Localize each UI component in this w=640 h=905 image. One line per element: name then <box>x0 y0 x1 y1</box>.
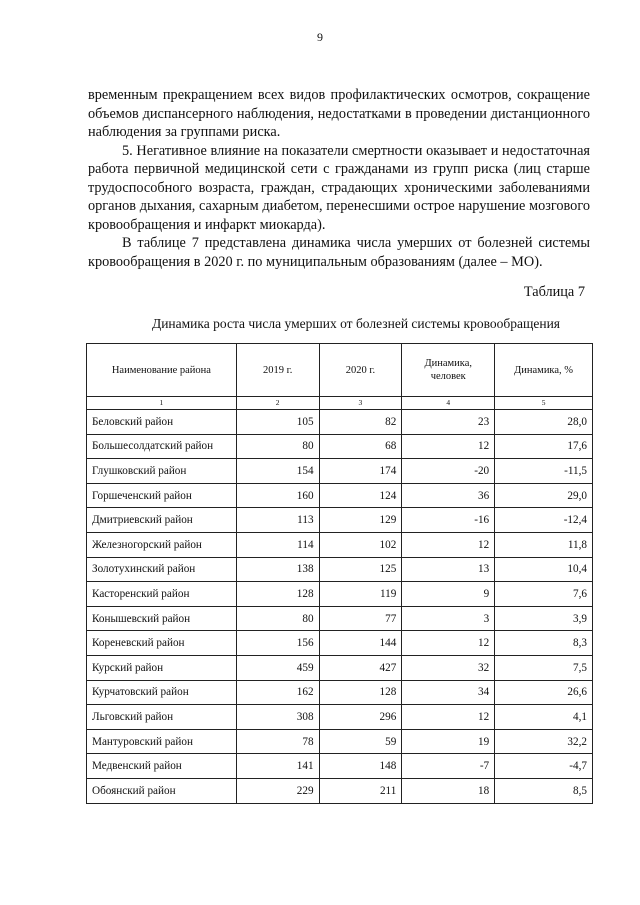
header-dynamics-percent: Динамика, % <box>495 344 593 397</box>
dynamics-percent-cell: 29,0 <box>495 483 593 508</box>
table-row <box>87 655 593 680</box>
district-name-cell: Касторенский район <box>87 582 237 607</box>
table-row <box>87 508 593 533</box>
district-name-cell: Обоянский район <box>87 778 237 803</box>
deaths-2019-cell: 114 <box>236 532 319 557</box>
dynamics-people-cell: -16 <box>402 508 495 533</box>
deaths-2019-cell: 162 <box>236 680 319 705</box>
column-number: 5 <box>495 397 593 410</box>
table-label: Таблица 7 <box>523 284 585 300</box>
dynamics-people-cell: 19 <box>402 729 495 754</box>
district-name-cell: Беловский район <box>87 410 237 435</box>
deaths-2019-cell: 113 <box>236 508 319 533</box>
table-row <box>87 778 593 803</box>
table-body <box>87 410 593 804</box>
deaths-2020-cell: 148 <box>319 754 402 779</box>
table-row <box>87 729 593 754</box>
paragraph: В таблице 7 представлена динамика числа умерших от болезней системы кровообращения в 2020 г. по муниципальным образованиям (далее – МО). <box>88 235 590 270</box>
header-2020: 2020 г. <box>319 344 402 397</box>
dynamics-percent-cell: 11,8 <box>495 532 593 557</box>
deaths-2019-cell: 78 <box>236 729 319 754</box>
deaths-2020-cell: 125 <box>319 557 402 582</box>
deaths-2020-cell: 119 <box>319 582 402 607</box>
dynamics-people-cell: 36 <box>402 483 495 508</box>
table-row <box>87 680 593 705</box>
table-row <box>87 483 593 508</box>
header-2019: 2019 г. <box>236 344 319 397</box>
dynamics-people-cell: 12 <box>402 631 495 656</box>
dynamics-percent-cell: -4,7 <box>495 754 593 779</box>
column-number: 2 <box>236 397 319 410</box>
column-number: 1 <box>87 397 237 410</box>
header-dynamics-people: Динамика, человек <box>402 344 495 397</box>
deaths-2019-cell: 160 <box>236 483 319 508</box>
deaths-2020-cell: 129 <box>319 508 402 533</box>
deaths-2019-cell: 80 <box>236 434 319 459</box>
table-title: Динамика роста числа умерших от болезней системы кровообращения <box>151 316 561 331</box>
table-row <box>87 557 593 582</box>
table-row <box>87 582 593 607</box>
dynamics-percent-cell: 10,4 <box>495 557 593 582</box>
dynamics-percent-cell: 7,6 <box>495 582 593 607</box>
deaths-2019-cell: 128 <box>236 582 319 607</box>
body-text <box>88 86 590 271</box>
paragraph: 5. Негативное влияние на показатели смертности оказывает и недостаточная работа первичной медицинской сети с гражданами из групп риска (лиц старше трудоспособного возраста, граждан, страдающих хроническими заболеваниями органов дыхания, сахарным диабетом, перенесшими острое нарушение мозгового кровообращения и инфаркт миокарда). <box>88 142 590 233</box>
district-name-cell: Горшеченский район <box>87 483 237 508</box>
dynamics-percent-cell: 26,6 <box>495 680 593 705</box>
table-header-row <box>87 344 593 397</box>
deaths-2020-cell: 211 <box>319 778 402 803</box>
district-name-cell: Курчатовский район <box>87 680 237 705</box>
district-name-cell: Курский район <box>87 655 237 680</box>
table-row <box>87 532 593 557</box>
deaths-2020-cell: 144 <box>319 631 402 656</box>
deaths-2020-cell: 102 <box>319 532 402 557</box>
table-row <box>87 705 593 730</box>
column-number: 4 <box>402 397 495 410</box>
dynamics-percent-cell: -11,5 <box>495 459 593 484</box>
district-name-cell: Конышевский район <box>87 606 237 631</box>
column-number: 3 <box>319 397 402 410</box>
dynamics-percent-cell: -12,4 <box>495 508 593 533</box>
header-district: Наименование района <box>87 344 237 397</box>
table-row <box>87 410 593 435</box>
deaths-2019-cell: 141 <box>236 754 319 779</box>
district-name-cell: Медвенский район <box>87 754 237 779</box>
district-name-cell: Золотухинский район <box>87 557 237 582</box>
deaths-2019-cell: 105 <box>236 410 319 435</box>
table-row <box>87 459 593 484</box>
dynamics-people-cell: -20 <box>402 459 495 484</box>
column-number-row <box>87 397 593 410</box>
dynamics-percent-cell: 28,0 <box>495 410 593 435</box>
district-name-cell: Мантуровский район <box>87 729 237 754</box>
deaths-2020-cell: 77 <box>319 606 402 631</box>
dynamics-people-cell: 9 <box>402 582 495 607</box>
dynamics-people-cell: 3 <box>402 606 495 631</box>
deaths-2019-cell: 138 <box>236 557 319 582</box>
dynamics-people-cell: 32 <box>402 655 495 680</box>
dynamics-people-cell: 12 <box>402 705 495 730</box>
table-row <box>87 434 593 459</box>
deaths-2020-cell: 128 <box>319 680 402 705</box>
deaths-2020-cell: 124 <box>319 483 402 508</box>
deaths-2020-cell: 296 <box>319 705 402 730</box>
deaths-2019-cell: 154 <box>236 459 319 484</box>
dynamics-percent-cell: 7,5 <box>495 655 593 680</box>
dynamics-percent-cell: 4,1 <box>495 705 593 730</box>
dynamics-percent-cell: 8,3 <box>495 631 593 656</box>
paragraph: временным прекращением всех видов профилактических осмотров, сокращение объемов диспансерного наблюдения, недостатками в проведении дистанционного наблюдения за группами риска. <box>88 87 590 140</box>
dynamics-people-cell: -7 <box>402 754 495 779</box>
district-name-cell: Льговский район <box>87 705 237 730</box>
table-row <box>87 631 593 656</box>
dynamics-people-cell: 23 <box>402 410 495 435</box>
dynamics-people-cell: 12 <box>402 532 495 557</box>
dynamics-percent-cell: 8,5 <box>495 778 593 803</box>
district-name-cell: Дмитриевский район <box>87 508 237 533</box>
district-name-cell: Кореневский район <box>87 631 237 656</box>
deaths-2020-cell: 174 <box>319 459 402 484</box>
deaths-2020-cell: 82 <box>319 410 402 435</box>
dynamics-people-cell: 13 <box>402 557 495 582</box>
deaths-2019-cell: 156 <box>236 631 319 656</box>
deaths-2019-cell: 229 <box>236 778 319 803</box>
deaths-2020-cell: 427 <box>319 655 402 680</box>
deaths-2019-cell: 80 <box>236 606 319 631</box>
dynamics-percent-cell: 3,9 <box>495 606 593 631</box>
dynamics-people-cell: 34 <box>402 680 495 705</box>
dynamics-people-cell: 12 <box>402 434 495 459</box>
deaths-2019-cell: 459 <box>236 655 319 680</box>
district-name-cell: Глушковский район <box>87 459 237 484</box>
page-number: 9 <box>317 30 323 44</box>
dynamics-people-cell: 18 <box>402 778 495 803</box>
table-row <box>87 754 593 779</box>
dynamics-percent-cell: 17,6 <box>495 434 593 459</box>
district-name-cell: Железногорский район <box>87 532 237 557</box>
district-name-cell: Большесолдатский район <box>87 434 237 459</box>
dynamics-percent-cell: 32,2 <box>495 729 593 754</box>
mortality-table <box>86 343 593 804</box>
deaths-2020-cell: 59 <box>319 729 402 754</box>
table-row <box>87 606 593 631</box>
deaths-2019-cell: 308 <box>236 705 319 730</box>
deaths-2020-cell: 68 <box>319 434 402 459</box>
